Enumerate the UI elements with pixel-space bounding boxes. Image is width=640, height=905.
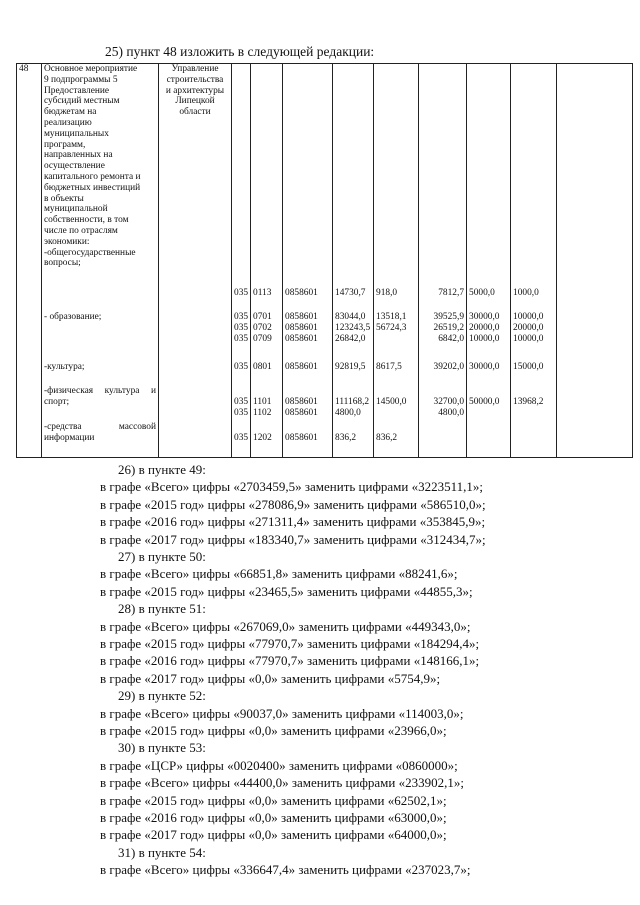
description-line: бюджетам на bbox=[44, 107, 97, 118]
table-row bbox=[17, 64, 633, 458]
amendment-heading: 26) в пункте 49: bbox=[118, 462, 206, 477]
value-grbs: 035 bbox=[234, 312, 249, 322]
value-y2017: 1000,0 bbox=[513, 288, 539, 298]
value-csr: 0858601 bbox=[285, 322, 318, 333]
value-y2017: 10000,0 bbox=[513, 333, 544, 344]
amendment-item: в графе «2015 год» цифры «0,0» заменить цифрами «23966,0»; bbox=[100, 723, 447, 738]
value-csr: 0858601 bbox=[285, 312, 318, 322]
group-label: спорт; bbox=[44, 396, 70, 407]
amendment-item: в графе «2017 год» цифры «183340,7» заменить цифрами «312434,7»; bbox=[100, 531, 486, 547]
value-y2016 bbox=[469, 408, 508, 419]
value-y2015: 6842,0 bbox=[438, 333, 464, 344]
description-line: 9 подпрограммы 5 bbox=[44, 74, 118, 85]
amendment-item: в графе «2016 год» цифры «0,0» заменить цифрами «63000,0»; bbox=[100, 810, 447, 825]
amendment-item: в графе «2016 год» цифры «271311,4» заменить цифрами «353845,9»; bbox=[100, 514, 486, 530]
row-number-cell bbox=[17, 64, 42, 458]
description-line: капитального ремонта и bbox=[44, 171, 141, 182]
description-cell bbox=[42, 64, 159, 458]
description-line: направленных на bbox=[44, 150, 113, 161]
csr-cell bbox=[283, 64, 333, 458]
description-line: вопросы; bbox=[44, 258, 81, 269]
value-y2017: 15000,0 bbox=[513, 362, 544, 372]
description-line: Основное мероприятие bbox=[44, 64, 138, 74]
empty-cell bbox=[557, 64, 633, 458]
value-grbs: 035 bbox=[234, 407, 249, 418]
row-number: 48 bbox=[19, 64, 29, 74]
amendment-heading: 27) в пункте 50: bbox=[118, 549, 206, 564]
value-y2015: 26519,2 bbox=[433, 322, 464, 333]
value-total: 92819,5 bbox=[335, 362, 366, 372]
value-csr: 0858601 bbox=[285, 288, 318, 298]
amendment-heading: 30) в пункте 53: bbox=[118, 740, 206, 756]
y2014-cell bbox=[374, 64, 419, 458]
description-line: осуществление bbox=[44, 161, 105, 172]
value-y2016: 30000,0 bbox=[469, 312, 500, 322]
value-grbs: 035 bbox=[234, 396, 249, 407]
amendment-item: в графе «2017 год» цифры «0,0» заменить цифрами «5754,9»; bbox=[100, 670, 441, 686]
description-line: муниципальной bbox=[44, 204, 108, 215]
value-grbs: 035 bbox=[234, 432, 249, 443]
description-line: -общегосударственные bbox=[44, 247, 136, 258]
program-table bbox=[16, 63, 633, 458]
value-y2015: 7812,7 bbox=[438, 288, 464, 298]
value-total: 14730,7 bbox=[335, 288, 366, 298]
value-total: 123243,5 bbox=[335, 322, 371, 333]
y2015-cell bbox=[419, 64, 467, 458]
value-y2014: 836,2 bbox=[376, 432, 398, 443]
y2016-cell bbox=[467, 64, 511, 458]
value-csr: 0858601 bbox=[285, 396, 318, 407]
value-grbs: 035 bbox=[234, 322, 249, 333]
value-y2015: 32700,0 bbox=[433, 396, 464, 407]
value-y2014: 13518,1 bbox=[376, 312, 407, 322]
value-y2016: 10000,0 bbox=[469, 333, 500, 344]
value-y2014: 14500,0 bbox=[376, 396, 407, 407]
total-cell bbox=[333, 64, 374, 458]
amendment-item: в графе «Всего» цифры «90037,0» заменить цифрами «114003,0»; bbox=[100, 705, 464, 721]
value-rzpr: 1102 bbox=[253, 407, 272, 418]
value-rzpr: 1101 bbox=[253, 396, 272, 407]
value-y2016 bbox=[469, 433, 508, 444]
value-y2015: 4800,0 bbox=[438, 407, 464, 418]
amendment-item: в графе «2015 год» цифры «23465,5» заменить цифрами «44855,3»; bbox=[100, 583, 473, 599]
value-grbs: 035 bbox=[234, 288, 249, 298]
group-label: информации bbox=[44, 432, 95, 443]
owner-line: области bbox=[179, 107, 211, 118]
description-line: собственности, в том bbox=[44, 215, 129, 226]
owner-line: Липецкой bbox=[175, 96, 215, 107]
value-y2017 bbox=[513, 408, 554, 419]
amendment-item: в графе «Всего» цифры «66851,8» заменить цифрами «88241,6»; bbox=[100, 566, 458, 582]
group-label: -культура; bbox=[44, 362, 85, 372]
owner-line: Управление bbox=[171, 64, 219, 74]
value-y2016: 5000,0 bbox=[469, 288, 495, 298]
rzpr-cell bbox=[251, 64, 283, 458]
value-y2014: 8617,5 bbox=[376, 362, 402, 372]
value-rzpr: 0701 bbox=[253, 312, 272, 322]
value-y2017: 20000,0 bbox=[513, 322, 544, 333]
value-csr: 0858601 bbox=[285, 333, 318, 344]
value-y2017: 13968,2 bbox=[513, 396, 544, 407]
description-line: реализацию bbox=[44, 117, 92, 128]
value-y2015: 39525,9 bbox=[433, 312, 464, 322]
description-line: экономики: bbox=[44, 236, 90, 247]
value-rzpr: 0709 bbox=[253, 333, 272, 344]
description-line: бюджетных инвестиций bbox=[44, 182, 141, 193]
group-label: -физическая культура и bbox=[44, 386, 156, 396]
amendment-item: в графе «2016 год» цифры «77970,7» заменить цифрами «148166,1»; bbox=[100, 653, 480, 669]
amendment-item: в графе «2015 год» цифры «0,0» заменить цифрами «62502,1»; bbox=[100, 792, 447, 808]
value-csr: 0858601 bbox=[285, 432, 318, 443]
value-rzpr: 0702 bbox=[253, 322, 272, 333]
value-total: 111168,2 bbox=[335, 396, 370, 407]
value-y2014: 918,0 bbox=[376, 288, 398, 298]
amendment-item: в графе «ЦСР» цифры «0020400» заменить цифрами «0860000»; bbox=[100, 757, 458, 773]
value-y2017: 10000,0 bbox=[513, 312, 544, 322]
group-label: -средства массовой bbox=[44, 422, 156, 432]
value-y2017 bbox=[513, 433, 554, 444]
group-label: - образование; bbox=[44, 312, 102, 322]
amendment-item: в графе «Всего» цифры «44400,0» заменить цифрами «233902,1»; bbox=[100, 775, 464, 791]
amendment-heading: 31) в пункте 54: bbox=[118, 844, 206, 860]
amendment-item: в графе «2017 год» цифры «0,0» заменить цифрами «64000,0»; bbox=[100, 827, 447, 843]
section-heading: 25) пункт 48 изложить в следующей редакции: bbox=[105, 44, 375, 59]
y2017-cell bbox=[511, 64, 557, 458]
value-y2014: 56724,3 bbox=[376, 322, 407, 333]
value-grbs: 035 bbox=[234, 362, 249, 372]
value-y2016: 50000,0 bbox=[469, 396, 500, 407]
amendment-heading: 28) в пункте 51: bbox=[118, 601, 206, 617]
value-y2016: 30000,0 bbox=[469, 362, 500, 372]
value-total: 836,2 bbox=[335, 432, 357, 443]
owner-cell bbox=[159, 64, 232, 458]
description-line: муниципальных bbox=[44, 128, 109, 139]
value-y2015 bbox=[421, 433, 464, 444]
value-total: 26842,0 bbox=[335, 333, 366, 344]
value-total: 83044,0 bbox=[335, 312, 366, 322]
description-line: числе по отраслям bbox=[44, 225, 118, 236]
owner-line: строительства bbox=[166, 74, 224, 85]
grbs-cell bbox=[232, 64, 251, 458]
amendment-item: в графе «Всего» цифры «267069,0» заменить цифрами «449343,0»; bbox=[100, 618, 471, 634]
value-y2014 bbox=[376, 408, 416, 419]
owner-line: и архитектуры bbox=[165, 85, 225, 96]
value-total: 4800,0 bbox=[335, 407, 361, 418]
value-rzpr: 0113 bbox=[253, 288, 272, 298]
value-y2014 bbox=[376, 334, 416, 345]
description-line: программ, bbox=[44, 139, 86, 150]
value-rzpr: 0801 bbox=[253, 362, 272, 372]
description-line: в объекты bbox=[44, 193, 84, 204]
value-csr: 0858601 bbox=[285, 362, 318, 372]
amendment-item: в графе «2015 год» цифры «77970,7» заменить цифрами «184294,4»; bbox=[100, 636, 480, 651]
description-line: Предоставление bbox=[44, 85, 110, 96]
description-line: субсидий местным bbox=[44, 96, 120, 107]
value-grbs: 035 bbox=[234, 333, 249, 344]
amendment-heading: 29) в пункте 52: bbox=[118, 688, 206, 704]
value-y2016: 20000,0 bbox=[469, 322, 500, 333]
value-y2015: 39202,0 bbox=[433, 362, 464, 372]
value-rzpr: 1202 bbox=[253, 432, 272, 443]
amendment-item: в графе «Всего» цифры «336647,4» заменить цифрами «237023,7»; bbox=[100, 862, 471, 878]
amendment-item: в графе «2015 год» цифры «278086,9» заменить цифрами «586510,0»; bbox=[100, 496, 486, 512]
value-csr: 0858601 bbox=[285, 407, 318, 418]
amendment-item: в графе «Всего» цифры «2703459,5» заменить цифрами «3223511,1»; bbox=[100, 479, 483, 495]
